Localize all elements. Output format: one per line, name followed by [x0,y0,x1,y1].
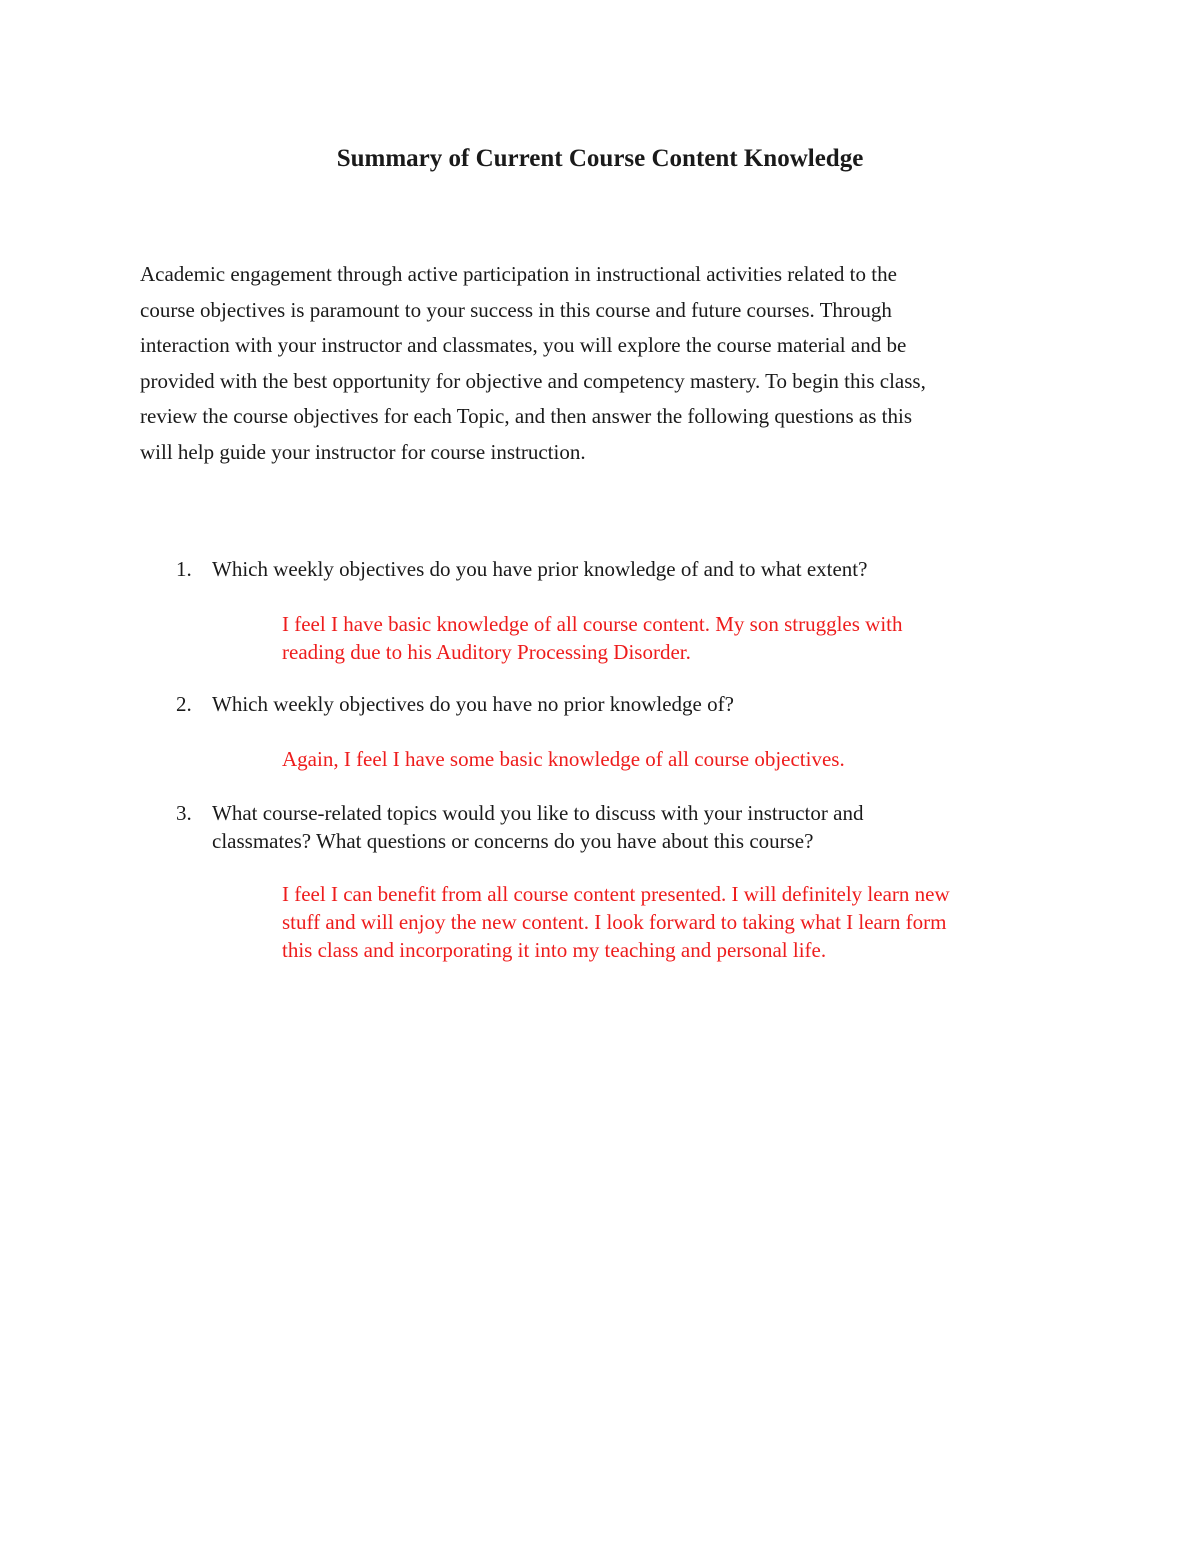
intro-line: review the course objectives for each Topic, and then answer the following questions as this [140,404,913,428]
answer-line: reading due to his Auditory Processing Disorder. [282,640,691,664]
intro-line: course objectives is paramount to your success in this course and future courses. Through [140,297,892,322]
intro-line: Academic engagement through active participation in instructional activities related to the [140,262,897,286]
question-line: Which weekly objectives do you have prior knowledge of and to what extent? [212,557,868,581]
question-number: 1. [176,557,192,581]
question-line: Which weekly objectives do you have no prior knowledge of? [212,692,734,716]
answer-text [282,745,1082,773]
question-number: 2. [176,692,192,716]
answer-line: stuff and will enjoy the new content. I look forward to taking what I learn form [282,910,947,934]
intro-line: provided with the best opportunity for objective and competency mastery. To begin this class, [140,368,926,393]
question-line: classmates? What questions or concerns do you have about this course? [212,829,814,853]
intro-line: interaction with your instructor and classmates, you will explore the course material and be [140,333,907,357]
answer-text [282,610,1082,666]
question-line: What course-related topics would you like to discuss with your instructor and [212,801,864,825]
intro-line: will help guide your instructor for course instruction. [140,439,586,464]
document-title: Summary of Current Course Content Knowledge [336,145,864,172]
answer-line: this class and incorporating it into my teaching and personal life. [282,938,827,962]
question-number: 3. [176,801,192,825]
answer-text [282,880,1082,964]
question-text [212,799,1072,855]
answer-line: Again, I feel I have some basic knowledge of all course objectives. [282,747,845,771]
question-text [212,690,1072,718]
answer-line: I feel I can benefit from all course content presented. I will definitely learn new [282,882,950,906]
answer-line: I feel I have basic knowledge of all course content. My son struggles with [282,612,903,636]
question-text [212,555,1072,583]
